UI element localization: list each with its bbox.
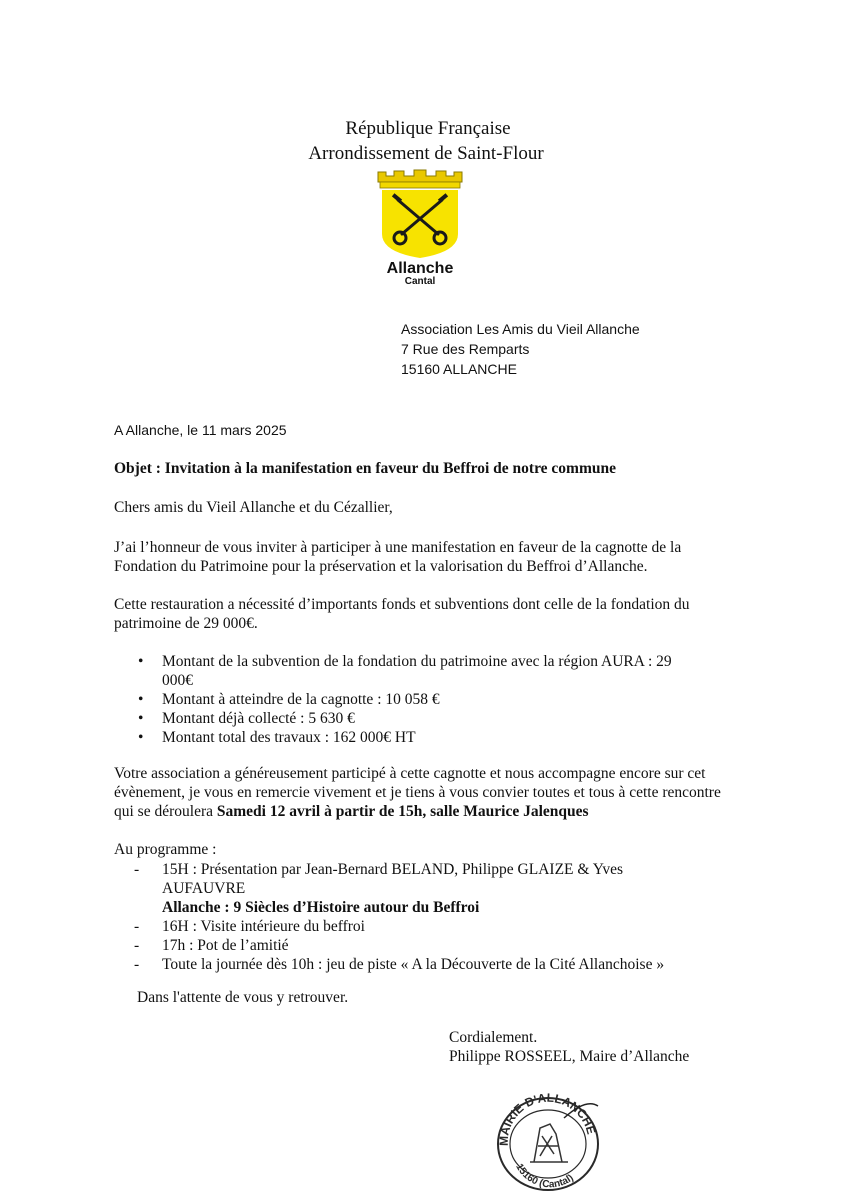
bullet-item: Montant total des travaux : 162 000€ HT: [162, 729, 416, 746]
logo-town-name: Allanche: [386, 260, 454, 277]
recipient-street: 7 Rue des Remparts: [401, 341, 530, 357]
programme-title: Au programme :: [114, 841, 217, 858]
stamp-text-top: MAIRIE D'ALLANCHE: [496, 1090, 599, 1147]
dash-marker: -: [134, 861, 140, 878]
header-arrondissement: Arrondissement de Saint-Flour: [308, 143, 544, 164]
dash-marker: -: [134, 918, 140, 935]
bullet-item: Montant à atteindre de la cagnotte : 10 058 €: [162, 691, 440, 708]
dash-marker: -: [134, 937, 140, 954]
paragraph-event: [114, 764, 724, 821]
greeting: Chers amis du Vieil Allanche et du Cézallier,: [114, 499, 393, 516]
bullet-marker: •: [138, 710, 144, 727]
recipient-city: 15160 ALLANCHE: [401, 361, 517, 377]
town-crest-logo: [370, 168, 470, 260]
logo-department: Cantal: [404, 276, 436, 287]
programme-item-highlight: Allanche : 9 Siècles d’Histoire autour du Beffroi: [162, 899, 480, 916]
bullet-item: Montant de la subvention de la fondation du patrimoine avec la région AURA : 29 000€: [162, 653, 672, 689]
mairie-stamp: [490, 1088, 605, 1196]
date-line: A Allanche, le 11 mars 2025: [114, 422, 287, 438]
event-date-location: Samedi 12 avril à partir de 15h, salle Maurice Jalenques: [216, 803, 589, 820]
paragraph-funding: Cette restauration a nécessité d’importants fonds et subventions dont celle de la fondation du patrimoine de 29 000€.: [114, 596, 690, 632]
bullet-marker: •: [138, 691, 144, 708]
header-republic: République Française: [345, 118, 511, 139]
bullet-item: Montant déjà collecté : 5 630 €: [162, 710, 355, 727]
svg-text:MAIRIE D'ALLANCHE: [497, 1091, 599, 1146]
programme-item: Toute la journée dès 10h : jeu de piste « A la Découverte de la Cité Allanchoise »: [162, 956, 665, 973]
recipient-name: Association Les Amis du Vieil Allanche: [401, 321, 640, 337]
closing-line: Dans l'attente de vous y retrouver.: [137, 989, 349, 1006]
dash-marker: -: [134, 956, 140, 973]
stamp-text-bottom: 15160 (Cantal): [513, 1161, 576, 1191]
paragraph-invitation: J’ai l’honneur de vous inviter à participer à une manifestation en faveur de la cagnotte de la Fondation du Patrimoine pour la préservation et la valorisation du Beffroi d’Allanche.: [114, 539, 682, 575]
signature-salutation: Cordialement.: [449, 1029, 538, 1046]
bullet-marker: •: [138, 729, 144, 746]
programme-item: 15H : Présentation par Jean-Bernard BELAND, Philippe GLAIZE & Yves AUFAUVRE: [162, 861, 624, 897]
signature-signer: Philippe ROSSEEL, Maire d’Allanche: [449, 1048, 690, 1065]
programme-item: 16H : Visite intérieure du beffroi: [162, 918, 365, 935]
bullet-marker: •: [138, 653, 144, 670]
programme-item: 17h : Pot de l’amitié: [162, 937, 289, 954]
svg-text:15160 (Cantal): [513, 1162, 575, 1190]
subject-line: Objet : Invitation à la manifestation en faveur du Beffroi de notre commune: [114, 460, 617, 477]
paragraph-event-text: Votre association a généreusement participé à cette cagnotte et nous accompagne encore sur cet évènement, je vous en remercie vivement et je tiens à vous convier toutes et tous à cette rencontre qui se déroulera: [114, 765, 721, 820]
